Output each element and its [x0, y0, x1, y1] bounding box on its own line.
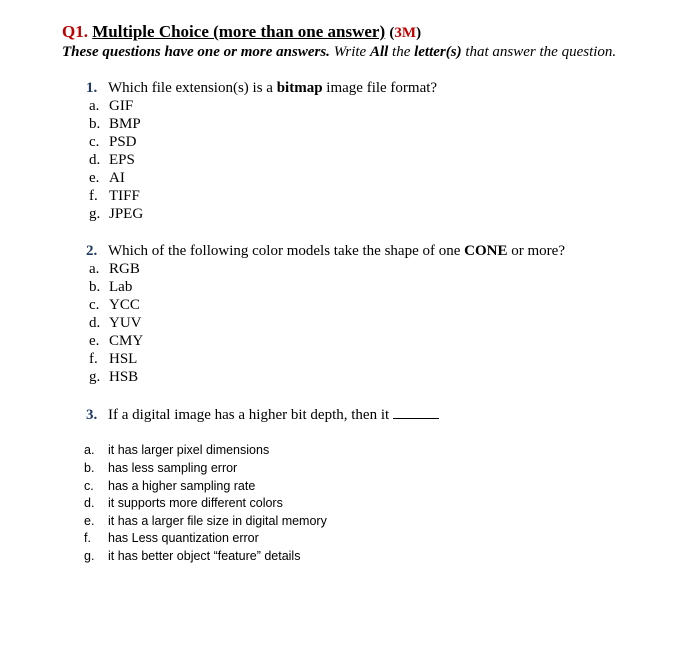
instructions-bold-all: All: [369, 44, 389, 60]
q3-option-text: it has larger pixel dimensions: [108, 443, 270, 457]
q1-option-b: [89, 116, 141, 133]
marks-paren-open: (: [389, 25, 395, 41]
question-2-text-after: or more?: [507, 243, 565, 259]
question-1: [86, 80, 437, 97]
q2-option-d: [89, 315, 142, 332]
q2-option-letter: d.: [89, 315, 101, 331]
q3-option-text: it has better object “feature” details: [108, 549, 301, 563]
q3-option-text: has a higher sampling rate: [108, 479, 256, 493]
section-number: Q1.: [62, 22, 88, 41]
q3-option-g: [84, 549, 300, 563]
question-1-text-after: image file format?: [322, 80, 438, 96]
q2-option-b: [89, 279, 132, 296]
q3-option-letter: b.: [84, 461, 95, 475]
q3-option-b: [84, 461, 237, 475]
q3-option-letter: f.: [84, 531, 91, 545]
q1-option-e: [89, 170, 125, 187]
q1-option-text: AI: [109, 170, 125, 186]
q1-option-text: JPEG: [109, 206, 144, 222]
marks-paren-close: ): [416, 25, 422, 41]
q2-option-text: HSB: [109, 369, 139, 385]
q3-option-text: it supports more different colors: [108, 496, 283, 510]
q1-option-letter: g.: [89, 206, 101, 222]
q3-option-letter: a.: [84, 443, 95, 457]
q1-option-f: [89, 188, 140, 205]
q2-option-a: [89, 261, 140, 278]
instructions-part4: that answer the question.: [461, 44, 617, 60]
q1-option-letter: f.: [89, 188, 98, 204]
q1-option-a: [89, 98, 133, 115]
q2-option-c: [89, 297, 140, 314]
instructions: [62, 44, 616, 61]
q3-option-text: has Less quantization error: [108, 531, 259, 545]
q2-option-text: CMY: [109, 333, 144, 349]
q2-option-text: YUV: [109, 315, 142, 331]
q2-option-letter: g.: [89, 369, 101, 385]
instructions-bold-letters: letter(s): [414, 44, 462, 60]
question-3: [86, 406, 439, 424]
q3-option-text: has less sampling error: [108, 461, 238, 475]
q2-option-letter: e.: [89, 333, 100, 349]
q3-option-letter: g.: [84, 549, 95, 563]
q1-option-letter: b.: [89, 116, 101, 132]
q3-option-e: [84, 514, 327, 528]
q2-option-f: [89, 351, 137, 368]
q1-option-letter: a.: [89, 98, 100, 114]
question-2-text-bold: CONE: [464, 243, 508, 259]
q3-option-letter: d.: [84, 496, 95, 510]
instructions-part2: Write: [329, 44, 370, 60]
q2-option-letter: a.: [89, 261, 100, 277]
section-title: Multiple Choice (more than one answer): [92, 22, 386, 41]
q2-option-text: RGB: [109, 261, 140, 277]
instructions-part1: These questions have one or more answers.: [62, 44, 330, 60]
q1-option-c: [89, 134, 137, 151]
q2-option-g: [89, 369, 138, 386]
question-1-text-before: Which file extension(s) is a: [108, 80, 277, 96]
q1-option-letter: c.: [89, 134, 100, 150]
q1-option-letter: d.: [89, 152, 101, 168]
q2-option-e: [89, 333, 143, 350]
q2-option-letter: b.: [89, 279, 101, 295]
question-1-number: 1.: [86, 80, 98, 96]
q2-option-text: HSL: [109, 351, 138, 367]
q1-option-text: GIF: [109, 98, 134, 114]
question-3-number: 3.: [86, 407, 98, 423]
q1-option-letter: e.: [89, 170, 100, 186]
q3-option-letter: e.: [84, 514, 95, 528]
q3-option-letter: c.: [84, 479, 94, 493]
question-3-text: If a digital image has a higher bit depth, then it: [108, 407, 390, 423]
question-header: [62, 22, 421, 42]
q1-option-text: TIFF: [109, 188, 140, 204]
q3-option-f: [84, 531, 259, 545]
q1-option-text: BMP: [109, 116, 141, 132]
q1-option-d: [89, 152, 135, 169]
question-2-text-before: Which of the following color models take the shape of one: [108, 243, 465, 259]
question-2: [86, 243, 565, 260]
q2-option-text: Lab: [109, 279, 133, 295]
q2-option-letter: c.: [89, 297, 100, 313]
q1-option-text: EPS: [109, 152, 135, 168]
q3-option-c: [84, 479, 255, 493]
q1-option-text: PSD: [109, 134, 137, 150]
q3-option-d: [84, 496, 283, 510]
q2-option-text: YCC: [109, 297, 140, 313]
marks-value: 3M: [394, 25, 417, 41]
q3-option-a: [84, 443, 269, 457]
question-2-number: 2.: [86, 243, 98, 259]
q1-option-g: [89, 206, 143, 223]
answer-blank: [393, 406, 439, 419]
instructions-part3: the: [388, 44, 415, 60]
question-1-text-bold: bitmap: [276, 80, 323, 96]
q2-option-letter: f.: [89, 351, 98, 367]
q3-option-text: it has a larger file size in digital memory: [108, 514, 327, 528]
